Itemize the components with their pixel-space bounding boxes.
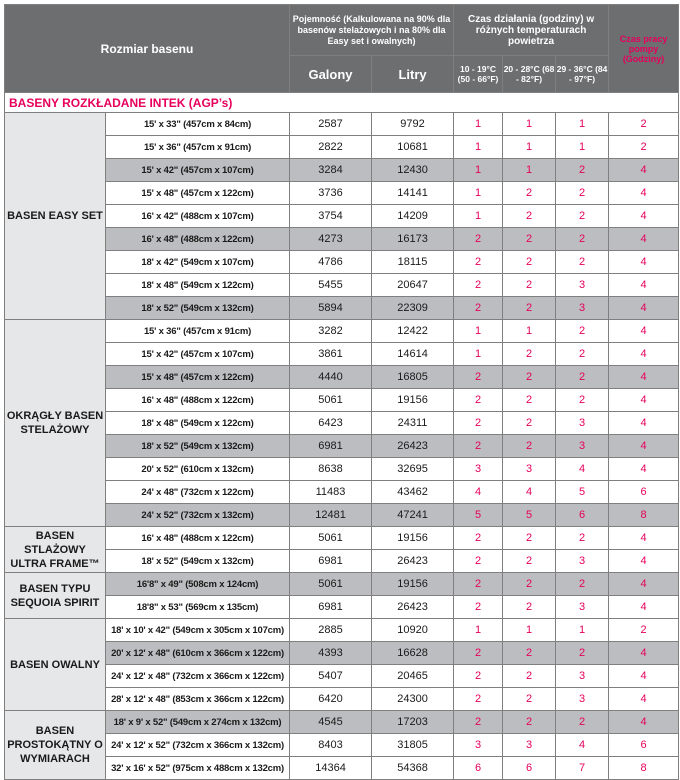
runtime-temp-3: 2: [556, 642, 609, 665]
pump-hours: 2: [609, 136, 679, 159]
table-row: [5, 435, 679, 458]
runtime-temp-3: 5: [556, 481, 609, 504]
table-row: [5, 458, 679, 481]
runtime-temp-3: 3: [556, 688, 609, 711]
runtime-temp-3: 7: [556, 757, 609, 780]
runtime-temp-2: 2: [503, 366, 556, 389]
runtime-temp-1: 6: [454, 757, 503, 780]
runtime-temp-1: 1: [454, 113, 503, 136]
table-row: [5, 136, 679, 159]
liters-value: 12430: [372, 159, 454, 182]
gallons-value: 14364: [290, 757, 372, 780]
table-row: [5, 619, 679, 642]
pool-size: 18' x 42" (549cm x 107cm): [106, 251, 290, 274]
gallons-value: 5455: [290, 274, 372, 297]
runtime-temp-1: 1: [454, 205, 503, 228]
pump-hours: 4: [609, 251, 679, 274]
pump-hours: 6: [609, 481, 679, 504]
runtime-temp-2: 2: [503, 527, 556, 550]
table-row: [5, 274, 679, 297]
table-row: [5, 688, 679, 711]
runtime-temp-3: 4: [556, 734, 609, 757]
pump-hours: 4: [609, 205, 679, 228]
runtime-temp-3: 1: [556, 619, 609, 642]
runtime-temp-1: 5: [454, 504, 503, 527]
table-row: [5, 642, 679, 665]
pool-size: 18' x 52" (549cm x 132cm): [106, 550, 290, 573]
runtime-temp-3: 3: [556, 412, 609, 435]
liters-value: 17203: [372, 711, 454, 734]
runtime-temp-3: 2: [556, 527, 609, 550]
runtime-temp-1: 2: [454, 596, 503, 619]
runtime-temp-3: 3: [556, 297, 609, 320]
runtime-temp-3: 1: [556, 113, 609, 136]
gallons-value: 4393: [290, 642, 372, 665]
pool-size: 18' x 9' x 52" (549cm x 274cm x 132cm): [106, 711, 290, 734]
gallons-value: 3282: [290, 320, 372, 343]
runtime-temp-1: 3: [454, 458, 503, 481]
liters-value: 31805: [372, 734, 454, 757]
pump-hours: 4: [609, 550, 679, 573]
header-temp-1: 10 - 19°C (50 - 66°F): [454, 56, 503, 93]
pump-hours: 4: [609, 665, 679, 688]
header-liters: Litry: [372, 56, 454, 93]
liters-value: 26423: [372, 435, 454, 458]
gallons-value: 6981: [290, 550, 372, 573]
liters-value: 43462: [372, 481, 454, 504]
table-row: [5, 251, 679, 274]
pool-size: 20' x 12' x 48" (610cm x 366cm x 122cm): [106, 642, 290, 665]
runtime-temp-2: 2: [503, 711, 556, 734]
gallons-value: 3754: [290, 205, 372, 228]
liters-value: 9792: [372, 113, 454, 136]
runtime-temp-2: 1: [503, 136, 556, 159]
liters-value: 47241: [372, 504, 454, 527]
runtime-temp-2: 2: [503, 665, 556, 688]
gallons-value: 5407: [290, 665, 372, 688]
runtime-temp-2: 1: [503, 320, 556, 343]
liters-value: 26423: [372, 550, 454, 573]
pool-category: BASEN EASY SET: [5, 113, 106, 320]
runtime-temp-1: 3: [454, 734, 503, 757]
runtime-temp-1: 1: [454, 343, 503, 366]
pool-size: 24' x 52" (732cm x 132cm): [106, 504, 290, 527]
runtime-temp-3: 3: [556, 435, 609, 458]
runtime-temp-2: 1: [503, 159, 556, 182]
gallons-value: 4545: [290, 711, 372, 734]
runtime-temp-2: 2: [503, 573, 556, 596]
table-row: [5, 527, 679, 550]
header-temp-2: 20 - 28°C (68 - 82°F): [503, 56, 556, 93]
runtime-temp-3: 6: [556, 504, 609, 527]
pool-category: BASEN OWALNY: [5, 619, 106, 711]
table-row: [5, 389, 679, 412]
pump-hours: 4: [609, 596, 679, 619]
gallons-value: 5061: [290, 527, 372, 550]
pump-hours: 6: [609, 734, 679, 757]
runtime-temp-2: 2: [503, 228, 556, 251]
runtime-temp-2: 2: [503, 596, 556, 619]
pool-category: BASEN PROSTOKĄTNY O WYMIARACH: [5, 711, 106, 780]
pool-size: 16' x 48" (488cm x 122cm): [106, 228, 290, 251]
pool-size: 15' x 33" (457cm x 84cm): [106, 113, 290, 136]
table-row: [5, 573, 679, 596]
pool-category: BASEN TYPU SEQUOIA SPIRIT: [5, 573, 106, 619]
gallons-value: 4440: [290, 366, 372, 389]
runtime-temp-1: 2: [454, 688, 503, 711]
runtime-temp-1: 1: [454, 619, 503, 642]
liters-value: 22309: [372, 297, 454, 320]
pump-hours: 4: [609, 274, 679, 297]
gallons-value: 2822: [290, 136, 372, 159]
runtime-temp-1: 2: [454, 435, 503, 458]
runtime-temp-1: 2: [454, 297, 503, 320]
liters-value: 32695: [372, 458, 454, 481]
gallons-value: 5894: [290, 297, 372, 320]
runtime-temp-3: 2: [556, 159, 609, 182]
pump-hours: 4: [609, 297, 679, 320]
runtime-temp-3: 3: [556, 665, 609, 688]
pump-hours: 4: [609, 320, 679, 343]
runtime-temp-1: 2: [454, 573, 503, 596]
pool-size: 18' x 48" (549cm x 122cm): [106, 274, 290, 297]
runtime-temp-1: 2: [454, 274, 503, 297]
gallons-value: 12481: [290, 504, 372, 527]
runtime-temp-2: 2: [503, 251, 556, 274]
header-capacity: Pojemność (Kalkulowana na 90% dla basenów stelażowych i na 80% dla Easy set i owalnych): [290, 5, 454, 56]
pump-hours: 4: [609, 688, 679, 711]
pump-hours: 4: [609, 527, 679, 550]
runtime-temp-2: 3: [503, 734, 556, 757]
table-row: [5, 596, 679, 619]
table-row: [5, 412, 679, 435]
pump-hours: 4: [609, 573, 679, 596]
table-row: [5, 504, 679, 527]
table-row: [5, 343, 679, 366]
runtime-temp-1: 2: [454, 642, 503, 665]
header-pump: Czas pracy pompy (Godziny): [609, 5, 679, 93]
pump-hours: 2: [609, 113, 679, 136]
liters-value: 19156: [372, 389, 454, 412]
runtime-temp-2: 2: [503, 435, 556, 458]
liters-value: 10681: [372, 136, 454, 159]
gallons-value: 8403: [290, 734, 372, 757]
table-row: [5, 757, 679, 780]
liters-value: 24300: [372, 688, 454, 711]
pool-size: 16' x 48" (488cm x 122cm): [106, 389, 290, 412]
table-row: [5, 711, 679, 734]
pump-hours: 8: [609, 504, 679, 527]
runtime-temp-2: 2: [503, 343, 556, 366]
pool-size: 15' x 42" (457cm x 107cm): [106, 159, 290, 182]
pool-size: 15' x 36" (457cm x 91cm): [106, 320, 290, 343]
pool-runtime-table: [4, 4, 679, 780]
runtime-temp-3: 2: [556, 343, 609, 366]
runtime-temp-2: 1: [503, 619, 556, 642]
runtime-temp-1: 1: [454, 320, 503, 343]
gallons-value: 5061: [290, 389, 372, 412]
pool-category: BASEN STLAŻOWY ULTRA FRAME™: [5, 527, 106, 573]
header-runtime: Czas działania (godziny) w różnych temperaturach powietrza: [454, 5, 609, 56]
runtime-temp-1: 2: [454, 665, 503, 688]
pool-size: 24' x 48" (732cm x 122cm): [106, 481, 290, 504]
pump-hours: 4: [609, 458, 679, 481]
gallons-value: 2587: [290, 113, 372, 136]
runtime-temp-2: 6: [503, 757, 556, 780]
pool-size: 15' x 42" (457cm x 107cm): [106, 343, 290, 366]
pump-hours: 4: [609, 159, 679, 182]
pump-hours: 4: [609, 642, 679, 665]
gallons-value: 3736: [290, 182, 372, 205]
runtime-temp-1: 1: [454, 182, 503, 205]
pump-hours: 2: [609, 619, 679, 642]
pool-size: 20' x 52" (610cm x 132cm): [106, 458, 290, 481]
pump-hours: 4: [609, 228, 679, 251]
liters-value: 54368: [372, 757, 454, 780]
pool-size: 15' x 36" (457cm x 91cm): [106, 136, 290, 159]
pool-size: 28' x 12' x 48" (853cm x 366cm x 122cm): [106, 688, 290, 711]
gallons-value: 4786: [290, 251, 372, 274]
runtime-temp-1: 2: [454, 412, 503, 435]
liters-value: 19156: [372, 573, 454, 596]
runtime-temp-1: 2: [454, 366, 503, 389]
liters-value: 14141: [372, 182, 454, 205]
pool-size: 16' x 42" (488cm x 107cm): [106, 205, 290, 228]
liters-value: 24311: [372, 412, 454, 435]
table-row: [5, 320, 679, 343]
runtime-temp-2: 2: [503, 205, 556, 228]
gallons-value: 6981: [290, 596, 372, 619]
pool-size: 15' x 48" (457cm x 122cm): [106, 366, 290, 389]
table-row: [5, 205, 679, 228]
runtime-temp-3: 2: [556, 182, 609, 205]
runtime-temp-1: 1: [454, 159, 503, 182]
runtime-temp-3: 2: [556, 251, 609, 274]
liters-value: 16805: [372, 366, 454, 389]
pool-size: 15' x 48" (457cm x 122cm): [106, 182, 290, 205]
runtime-temp-3: 2: [556, 389, 609, 412]
pool-size: 18' x 52" (549cm x 132cm): [106, 435, 290, 458]
runtime-temp-3: 3: [556, 274, 609, 297]
header-size: Rozmiar basenu: [5, 5, 290, 93]
pool-size: 16'8" x 49" (508cm x 124cm): [106, 573, 290, 596]
pump-hours: 4: [609, 412, 679, 435]
runtime-temp-1: 2: [454, 228, 503, 251]
liters-value: 26423: [372, 596, 454, 619]
gallons-value: 2885: [290, 619, 372, 642]
runtime-temp-2: 2: [503, 550, 556, 573]
runtime-temp-3: 3: [556, 550, 609, 573]
liters-value: 14614: [372, 343, 454, 366]
runtime-temp-3: 4: [556, 458, 609, 481]
section-title: BASENY ROZKŁADANE INTEK (AGP’s): [5, 93, 679, 113]
gallons-value: 3284: [290, 159, 372, 182]
runtime-temp-1: 2: [454, 251, 503, 274]
header-gallons: Galony: [290, 56, 372, 93]
table-row: [5, 113, 679, 136]
liters-value: 14209: [372, 205, 454, 228]
runtime-temp-3: 2: [556, 711, 609, 734]
liters-value: 19156: [372, 527, 454, 550]
table-row: [5, 550, 679, 573]
liters-value: 12422: [372, 320, 454, 343]
gallons-value: 3861: [290, 343, 372, 366]
runtime-temp-1: 4: [454, 481, 503, 504]
pump-hours: 4: [609, 182, 679, 205]
pump-hours: 4: [609, 343, 679, 366]
table-body: [5, 113, 679, 780]
runtime-temp-3: 2: [556, 228, 609, 251]
runtime-temp-2: 2: [503, 274, 556, 297]
runtime-temp-2: 3: [503, 458, 556, 481]
gallons-value: 6423: [290, 412, 372, 435]
gallons-value: 6420: [290, 688, 372, 711]
table-row: [5, 734, 679, 757]
runtime-temp-1: 2: [454, 389, 503, 412]
liters-value: 18115: [372, 251, 454, 274]
liters-value: 16173: [372, 228, 454, 251]
pool-size: 18' x 48" (549cm x 122cm): [106, 412, 290, 435]
pool-size: 32' x 16' x 52" (975cm x 488cm x 132cm): [106, 757, 290, 780]
runtime-temp-3: 2: [556, 320, 609, 343]
pool-size: 18' x 10' x 42" (549cm x 305cm x 107cm): [106, 619, 290, 642]
table-row: [5, 228, 679, 251]
pool-size: 24' x 12' x 48" (732cm x 366cm x 122cm): [106, 665, 290, 688]
pool-size: 18' x 52" (549cm x 132cm): [106, 297, 290, 320]
liters-value: 10920: [372, 619, 454, 642]
pump-hours: 4: [609, 366, 679, 389]
runtime-temp-2: 2: [503, 389, 556, 412]
runtime-temp-3: 2: [556, 573, 609, 596]
gallons-value: 5061: [290, 573, 372, 596]
pool-category: OKRĄGŁY BASEN STELAŻOWY: [5, 320, 106, 527]
gallons-value: 8638: [290, 458, 372, 481]
runtime-temp-3: 2: [556, 205, 609, 228]
pool-size: 16' x 48" (488cm x 122cm): [106, 527, 290, 550]
runtime-temp-2: 2: [503, 688, 556, 711]
pool-size: 24' x 12' x 52" (732cm x 366cm x 132cm): [106, 734, 290, 757]
gallons-value: 6981: [290, 435, 372, 458]
runtime-temp-2: 2: [503, 182, 556, 205]
runtime-temp-1: 2: [454, 550, 503, 573]
table-row: [5, 366, 679, 389]
runtime-temp-2: 2: [503, 412, 556, 435]
table-row: [5, 182, 679, 205]
liters-value: 20647: [372, 274, 454, 297]
runtime-temp-2: 5: [503, 504, 556, 527]
gallons-value: 4273: [290, 228, 372, 251]
pump-hours: 4: [609, 389, 679, 412]
gallons-value: 11483: [290, 481, 372, 504]
runtime-temp-2: 2: [503, 642, 556, 665]
runtime-temp-2: 1: [503, 113, 556, 136]
pump-hours: 8: [609, 757, 679, 780]
runtime-temp-2: 2: [503, 297, 556, 320]
pump-hours: 4: [609, 711, 679, 734]
pump-hours: 4: [609, 435, 679, 458]
runtime-temp-1: 2: [454, 527, 503, 550]
table-row: [5, 665, 679, 688]
header-temp-3: 29 - 36°C (84 - 97°F): [556, 56, 609, 93]
table-row: [5, 481, 679, 504]
table-row: [5, 297, 679, 320]
table-row: [5, 159, 679, 182]
liters-value: 20465: [372, 665, 454, 688]
pool-size: 18'8" x 53" (569cm x 135cm): [106, 596, 290, 619]
runtime-temp-3: 3: [556, 596, 609, 619]
runtime-temp-1: 1: [454, 136, 503, 159]
liters-value: 16628: [372, 642, 454, 665]
runtime-temp-2: 4: [503, 481, 556, 504]
runtime-temp-3: 1: [556, 136, 609, 159]
runtime-temp-3: 2: [556, 366, 609, 389]
runtime-temp-1: 2: [454, 711, 503, 734]
